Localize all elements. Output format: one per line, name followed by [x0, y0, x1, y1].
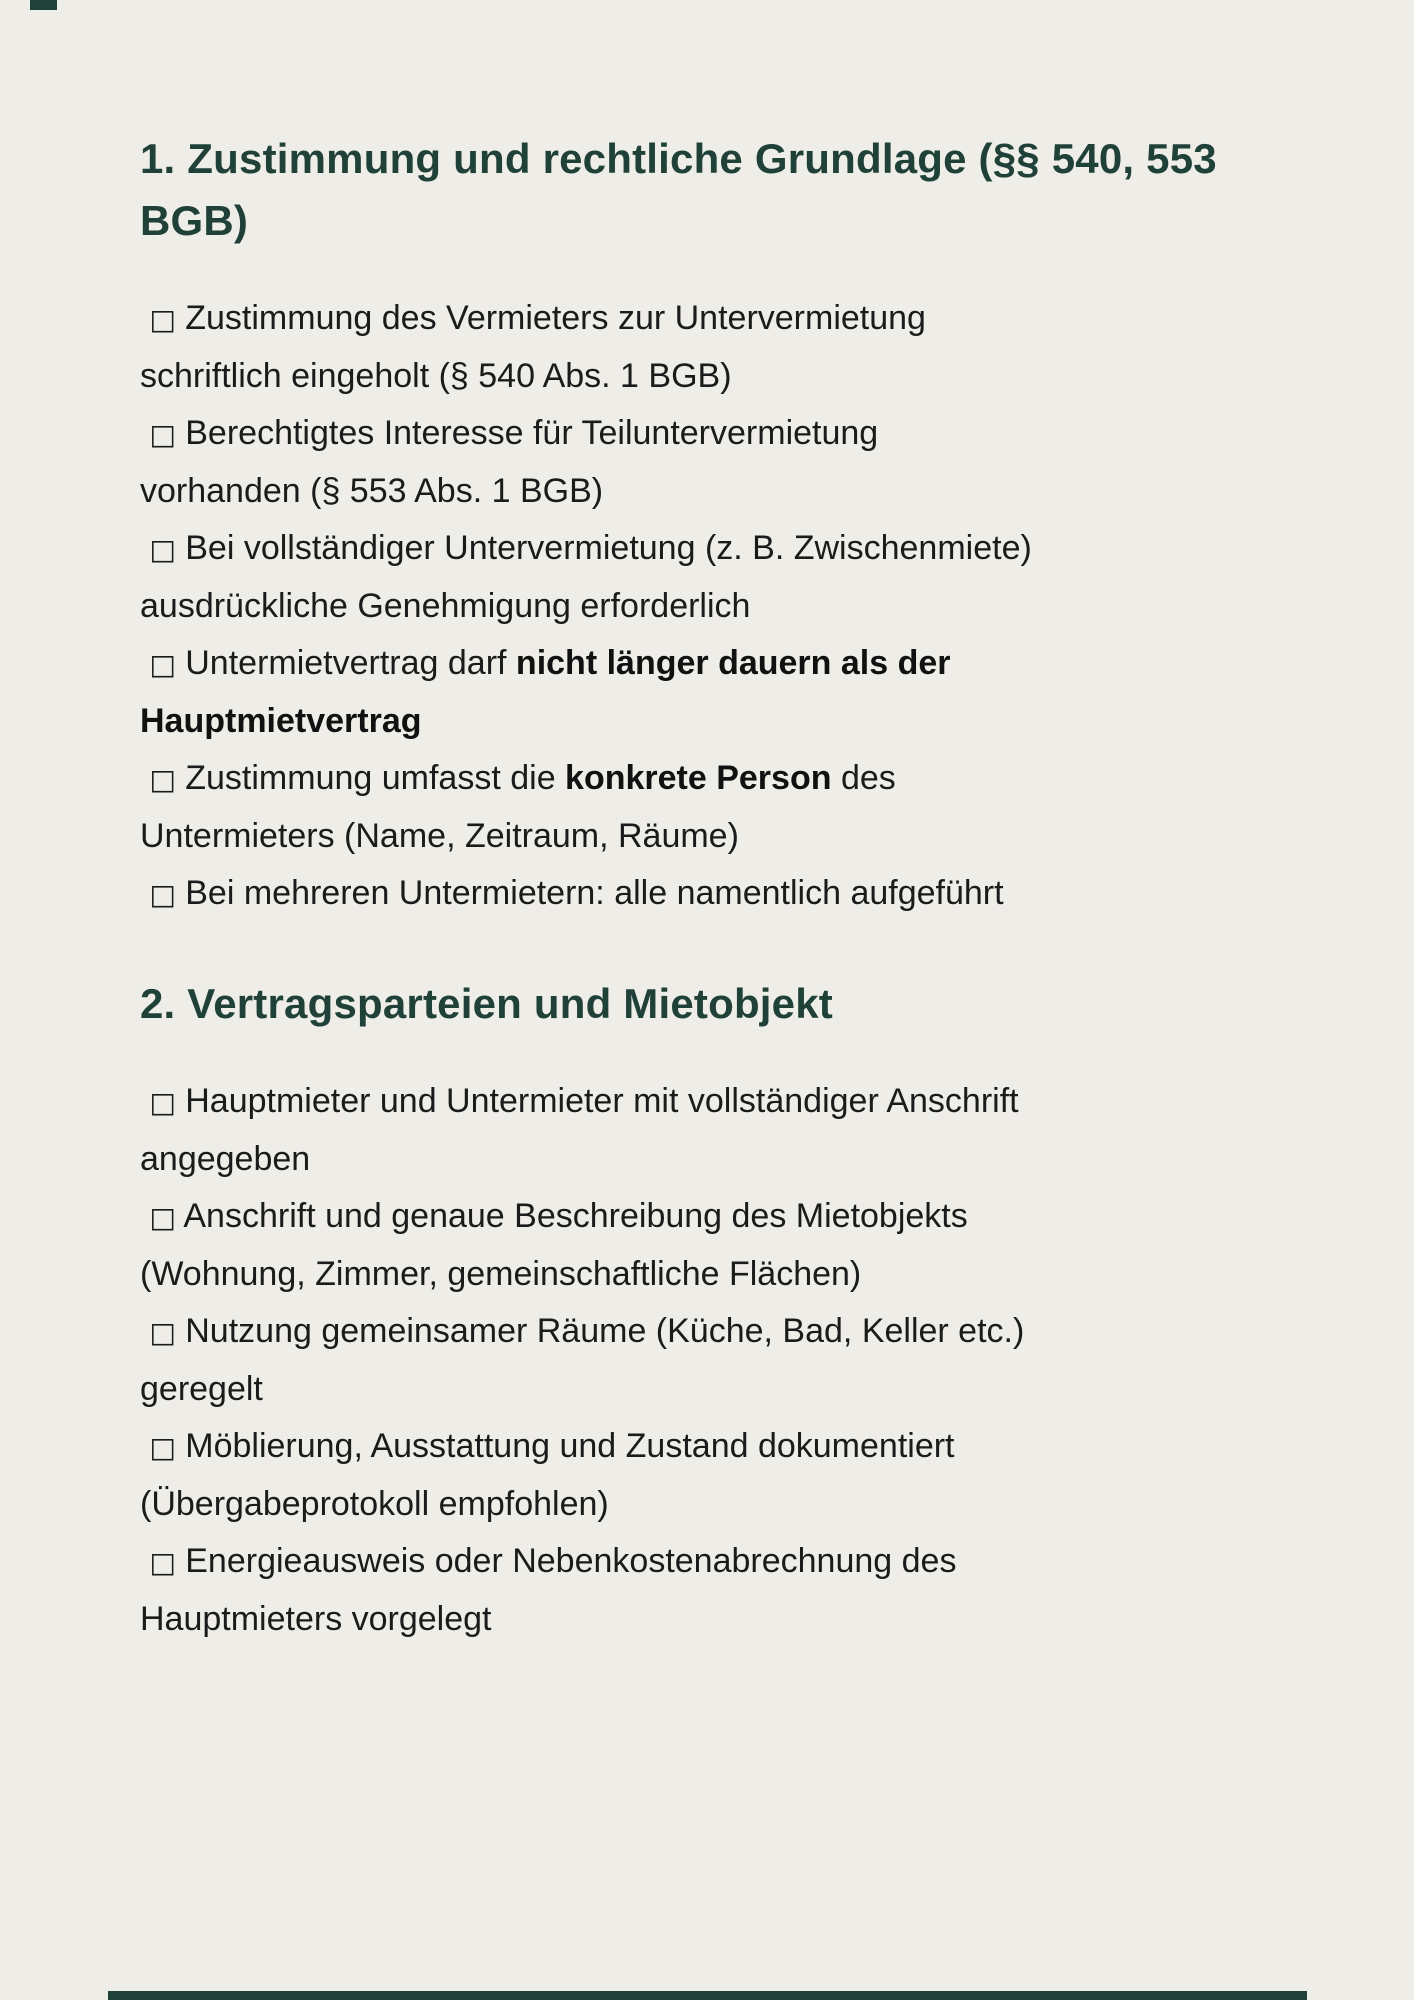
top-left-cropped-text-mark — [30, 0, 57, 10]
checklist-item: □ Bei mehreren Untermietern: alle namentlich aufgeführt — [149, 874, 1004, 912]
checklist-item: □ Energieausweis oder Nebenkostenabrechnung des Hauptmieters vorgelegt — [140, 1542, 957, 1638]
bold-text: konkrete Person — [565, 759, 832, 797]
section-items — [140, 1073, 1280, 1648]
checkbox-icon: □ — [149, 1201, 176, 1234]
checklist-item: □ Bei vollständiger Untervermietung (z. B. Zwischenmiete) ausdrückliche Genehmigung erforderlich — [140, 529, 1032, 625]
checklist-section-1 — [140, 128, 1280, 923]
checklist-item: □ Anschrift und genaue Beschreibung des Mietobjekts (Wohnung, Zimmer, gemeinschaftliche Flächen) — [140, 1197, 968, 1293]
checkbox-icon: □ — [149, 648, 176, 681]
checklist-item: □ Nutzung gemeinsamer Räume (Küche, Bad, Keller etc.) geregelt — [140, 1312, 1025, 1408]
section-heading: 2. Vertragsparteien und Mietobjekt — [140, 980, 833, 1027]
checkbox-icon: □ — [149, 418, 176, 451]
checkbox-icon: □ — [149, 303, 176, 336]
checkbox-icon: □ — [149, 533, 176, 566]
checkbox-icon: □ — [149, 1546, 176, 1579]
checklist-item: □ Hauptmieter und Untermieter mit vollständiger Anschrift angegeben — [140, 1082, 1019, 1178]
bold-text: nicht länger dauern als der — [515, 644, 951, 682]
checkbox-icon: □ — [149, 763, 176, 796]
checklist-item: □ Zustimmung umfasst die konkrete Person des Untermieters (Name, Zeitraum, Räume) — [140, 759, 896, 855]
checklist-item: □ Berechtigtes Interesse für Teiluntervermietung vorhanden (§ 553 Abs. 1 BGB) — [140, 414, 879, 510]
checklist-item: □ Untermietvertrag darf nicht länger dauern als der Hauptmietvertrag — [140, 644, 951, 740]
checkbox-icon: □ — [149, 1086, 176, 1119]
checklist-section-2 — [140, 973, 1280, 1648]
section-heading: 1. Zustimmung und rechtliche Grundlage (§§ 540, 553 BGB) — [140, 135, 1217, 244]
checklist-item: □ Möblierung, Ausstattung und Zustand dokumentiert (Übergabeprotokoll empfohlen) — [140, 1427, 955, 1523]
section-items — [140, 290, 1280, 923]
bottom-cropped-heading-mark — [108, 1991, 1307, 2000]
checkbox-icon: □ — [149, 878, 176, 911]
checkbox-icon: □ — [149, 1431, 176, 1464]
checkbox-icon: □ — [149, 1316, 176, 1349]
checklist-content — [140, 128, 1280, 1648]
bold-text: Hauptmietvertrag — [140, 702, 422, 740]
checklist-item: □ Zustimmung des Vermieters zur Untervermietung schriftlich eingeholt (§ 540 Abs. 1 BGB) — [140, 299, 926, 395]
